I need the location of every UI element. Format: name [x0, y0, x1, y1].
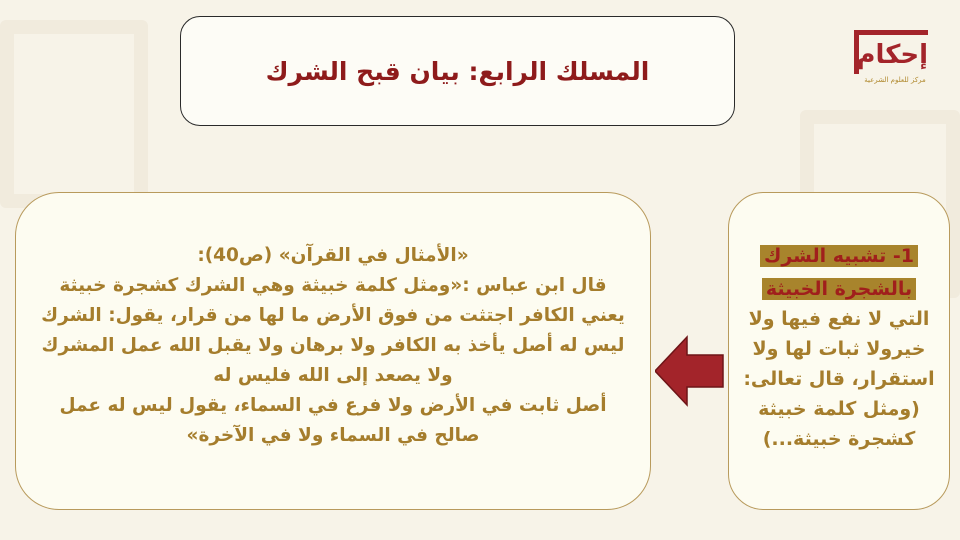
quote-line: ليس له أصل يأخذ به الكافر ولا برهان ولا يقبل الله عمل المشرك: [41, 335, 625, 356]
quote-line: أصل ثابت في الأرض ولا فرع في السماء، يقول ليس له عمل: [59, 395, 607, 416]
point-line: (ومثل كلمة خبيثة: [758, 398, 920, 420]
point-line: استقرار، قال تعالى:: [743, 368, 935, 390]
title-box: [180, 16, 735, 126]
point-heading: 1- تشبيه الشرك: [760, 245, 918, 267]
background-pattern: [0, 20, 148, 208]
point-line: كشجرة خبيثة...): [762, 428, 916, 450]
quote-line: صالح في السماء ولا في الآخرة»: [186, 425, 480, 446]
quote-text: [34, 241, 632, 451]
quote-box: [15, 192, 651, 510]
point-text: [737, 241, 941, 454]
point-box: [728, 192, 950, 510]
point-line: خيرولا ثبات لها ولا: [752, 338, 926, 360]
arrow-left-icon: [655, 335, 725, 407]
logo-subtitle: مركز للعلوم الشرعية: [864, 76, 926, 84]
quote-line: ولا يصعد إلى الله فليس له: [213, 365, 453, 386]
quote-line: قال ابن عباس :«ومثل كلمة خبيثة وهي الشرك كشجرة خبيثة: [59, 275, 607, 296]
quote-line: يعني الكافر اجتثت من فوق الأرض ما لها من قرار، يقول: الشرك: [41, 305, 625, 326]
quote-line: «الأمثال في القرآن» (ص40):: [197, 245, 469, 266]
slide-title: المسلك الرابع: بيان قبح الشرك: [265, 56, 650, 86]
logo: [850, 26, 946, 96]
logo-mark: إحكام: [854, 30, 928, 74]
point-heading: بالشجرة الخبيثة: [762, 278, 916, 300]
point-line: التي لا نفع فيها ولا: [748, 308, 930, 330]
